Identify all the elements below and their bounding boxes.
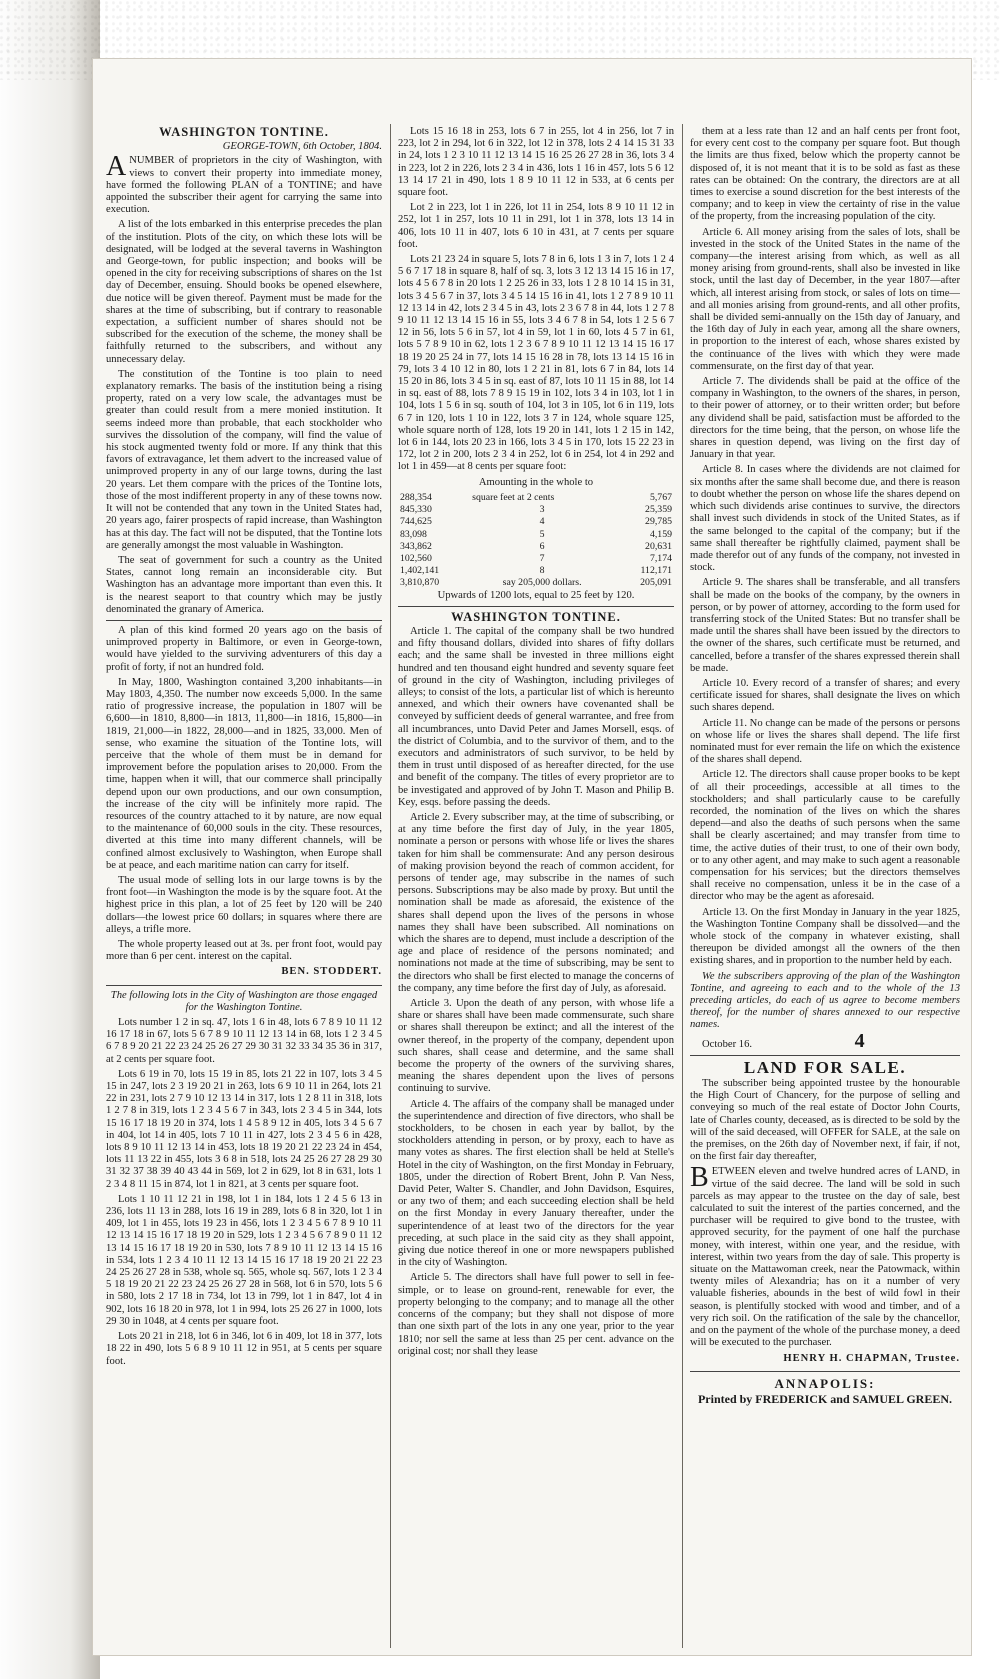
column-3 [690,126,960,1646]
lots-paragraph: Lots number 1 2 in sq. 47, lots 1 6 in 48, lots 6 7 8 9 10 11 12 16 17 18 in 67, lots 5 6 7 8 9 10 11 12 13 14 in 68, lots 1 2 3 4 5 6 7 8 9 20 21 22 23 24 25 26 27 29 30 31 32 33 34 35 36 in 317, at 2 cents per square foot. [106,1017,382,1065]
page-margin-left [0,0,100,1679]
unit-cell: 8 [539,565,545,577]
unit-cell: 7 [539,552,545,564]
divider [106,985,382,986]
dollars-cell: 25,359 [645,504,672,516]
dollars-cell: 4,159 [649,528,672,540]
sale-paragraph: BETWEEN eleven and twelve hundred acres of LAND, in virtue of the said decree. The land will be sold in such parcels as may appear to the trustee on the day of sale, best calculated to suit the interest of the parties concerned, and the purchaser will be required to give bond to the trustee, with approved security, for the payment of one half the purchase money, with interest, within one year, and the residue, with interest, within two years from the day of sale. This property is situate on the Mattawoman creek, near the Patowmack, within twenty miles of Alexandria; has on it a number of very valuable fisheries, abounds in the best of wild fowl in their season, is plentifully stocked with wood and timber, and of a very rich soil. On the ratification of the sale by the chancellor, and on the payment of the whole of the purchase money, a deed will be executed to the purchaser. [690,1162,960,1349]
article-paragraph: Article 5. The directors shall have full power to sell in fee-simple, or to lease on ground-rent, renewable for ever, the property belonging to the company; and to manage all the other concerns of the company; but they shall not dispose of more than one sixth part of the lots in any one year, prior to the year 1810; nor sell the same at less than 25 per cent. advance on the original cost; nor shall they lease [398,1272,674,1357]
unit-cell: 3 [539,504,545,516]
paragraph: A plan of this kind formed 20 years ago on the basis of unimproved property in Baltimore, or even in George-town, would have yielded to the surviving adventurers of this day a profit of forty, if not an hundred fold. [106,624,382,673]
article-paragraph: Article 1. The capital of the company shall be two hundred and fifty thousand dollars, divided into shares of fifty dollars each; and the same shall be invested in three millions eight hundred and ten thousand eight hundred and seventy square feet of ground in the city of Washington, including privileges of alleys; to consist of the lots, a particular list of which is hereunto annexed, and which their owners have covenanted shall be conveyed by sufficient deeds of general warrantee, and free from all incumbrances, unto David Peter and James Morsell, esqs. of the district of Columbia, and to the survivor of them, and to the executors and administrators of such survivor, to be held by them in trust until disposed of as hereafter directed, for the use and benefit of the company. The titles of every proprietor are to be investigated and approved of by John T. Mason and Philip B. Key, esqs. before passing the deeds. [398,625,674,808]
date-signed [690,1029,960,1052]
table-row [398,553,674,565]
feet-cell: 744,625 [400,516,432,528]
paragraph: The constitution of the Tontine is too plain to need explanatory remarks. The basis of the institution being a rising property, rated on a very low scale, the advantages must be greater than could result from a mere monied institution. It seems indeed more than probable, that each stockholder who survives the dissolution of the company, will find the value of his stock augmented twenty fold or more. If any think that this favors of extravagance, let them advert to the increased value of unimproved property in any of our large towns, during the last 20 years. Let them compare with the prices of the Tontine lots, those of the most indifferent property in any of these towns now. It will not be contended that any town in the United States had, 20 years ago, fairer prospects of rapid increase, than Washington has at this day. The fact will not be disputed, that the Tontine lots are generally amongst the most valuable in Washington. [106,368,382,551]
article-title: WASHINGTON TONTINE. [159,126,329,139]
total-feet: 3,810,870 [400,577,440,589]
article-paragraph: Article 13. On the first Monday in January in the year 1825, the Washington Tontine Company shall be dissolved—and the whole stock of the company in whatever existing, shall thereupon be divided amongst all the owners of the then existing shares, and in proportion to the number held by each. [690,906,960,967]
article-paragraph: them at a less rate than 12 and an half cents per front foot, for every cent cost to the company per square foot. But though the limits are thus fixed, below which the property cannot be disposed of, it is not meant that it is to be sold as fast as these rates can be obtained: On the contrary, the directors are at all times to exercise a sound discretion for the best interests of the company; and to keep in view the certainty of rise in the value of the property, from the increasing population of the city. [690,126,960,223]
issue-mark: 4 [854,1029,865,1052]
unit-cell: square feet at 2 cents [472,491,555,503]
feet-cell: 845,330 [400,504,432,516]
newspaper-page [92,58,972,1656]
plan-title: WASHINGTON TONTINE. [451,609,621,624]
feet-cell: 83,098 [400,528,427,540]
dateline: GEORGE-TOWN, 6th October, 1804. [222,141,382,153]
divider [106,620,382,621]
table-row [398,541,674,553]
dollars-cell: 20,631 [645,540,672,552]
lots-paragraph: Lots 21 23 24 in square 5, lots 7 8 in 6, lots 1 3 in 7, lots 1 2 4 5 6 7 17 18 in square 8, half of sq. 3, lots 3 12 13 14 15 16 in 17, lots 4 5 6 7 8 in 20 lots 1 2 25 26 in 33, lots 1 2 8 10 14 15 in 31, lots 3 4 5 6 7 in 37, lots 3 4 5 14 15 16 in 41, lots 1 2 7 8 9 10 11 12 13 14 in 42, lots 2 3 4 5 in 43, lots 2 3 6 7 8 in 44, lots 1 2 7 8 9 10 11 12 13 14 15 16 in 55, lots 3 4 6 7 8 in 54, lots 1 2 5 6 7 12 in 56, lots 5 6 in 57, lot 4 in 59, lot 1 in 60, lots 4 5 7 in 61, lots 5 7 8 9 10 in 62, lots 1 2 3 6 7 8 9 10 11 12 13 14 15 16 17 18 19 20 25 24 in 77, lots 14 15 16 28 in 78, lots 13 14 15 16 in 79, lots 3 4 10 12 in 80, lots 1 2 21 in 81, lots 6 7 in 84, lots 14 15 20 in 86, lots 3 4 5 in sq. east of 87, lots 10 11 15 in 88, lot 14 in sq. east of 88, lots 7 8 9 15 19 in 102, lots 3 4 in 103, lot 1 in 104, lots 1 5 6 in sq. south of 104, lot 3 in 105, lot 6 in 119, lots 6 7 in 120, lots 1 10 in 122, lots 3 7 in 124, whole square 125, whole square north of 128, lots 19 20 in 141, lots 1 2 15 in 142, lot 6 in 144, lots 20 23 in 166, lots 3 4 5 in 170, lots 15 22 23 in 172, lot 2 in 200, lots 2 3 4 in 252, lot 6 in 254, lot 4 in 292 and lot 1 in 459—at 8 cents per square foot: [398,254,674,473]
column-1 [106,126,382,1646]
table-row [398,529,674,541]
unit-cell: 5 [539,528,545,540]
intro-paragraph: ANUMBER of proprietors in the city of Washington, with views to convert their property into immediate money, have formed the following PLAN of a TONTINE; and have appointed the subscriber their agent for carrying the same into execution. [106,151,382,216]
column-rule-2 [682,124,683,1648]
amount-note: Upwards of 1200 lots, equal to 25 feet by 120. [437,589,635,601]
column-2 [398,126,674,1646]
feet-cell: 343,862 [400,540,432,552]
amount-table [398,492,674,590]
lots-paragraph: Lots 15 16 18 in 253, lots 6 7 in 255, lot 4 in 256, lot 7 in 223, lot 2 in 294, lot 6 in 322, lot 12 in 378, lots 2 4 14 15 31 33 in 24, lots 1 2 3 10 11 12 13 14 15 16 25 26 27 28 in 36, lots 3 4 in 223, lot 2 in 226, lots 2 3 4 in 436, lots 1 16 in 457, lots 5 6 12 13 14 17 21 in 490, lots 1 8 9 10 11 12 in 533, at 6 cents per square foot. [398,126,674,199]
article-paragraph: Article 11. No change can be made of the persons or persons on whose life or lives the shares shall depend. The life first nominated must for ever remain the life on which the existence of the shares shall depend. [690,717,960,766]
lots-paragraph: Lot 2 in 223, lot 1 in 226, lot 11 in 254, lots 8 9 10 11 12 in 252, lot 1 in 257, lots 10 11 in 291, lot 1 in 378, lots 13 14 in 406, lots 10 11 in 407, lots 6 10 in 431, at 7 cents per square foot. [398,202,674,250]
total-say: say 205,000 dollars. [502,577,582,589]
unit-cell: 4 [539,516,545,528]
table-row [398,504,674,516]
divider [690,1055,960,1056]
feet-cell: 102,560 [400,552,432,564]
lots-paragraph: Lots 6 19 in 70, lots 15 19 in 85, lots 21 22 in 107, lots 3 4 5 15 in 247, lots 2 3 19 20 21 in 263, lots 6 9 10 11 in 264, lots 21 22 in 231, lots 2 7 9 10 12 13 14 in 317, lots 1 2 8 11 in 318, lots 1 2 7 8 in 319, lots 1 2 3 4 5 6 7 in 343, lots 2 3 4 5 in 344, lots 15 16 17 18 19 20 in 374, lots 1 4 5 8 9 12 in 405, lots 3 4 5 6 7 in 404, lot 14 in 405, lots 7 10 11 in 427, lots 2 3 4 5 6 in 428, lots 8 9 10 11 12 13 14 in 453, lots 18 19 20 21 22 23 24 in 454, lots 11 13 22 in 455, lots 3 6 8 in 518, lots 24 25 26 27 28 29 30 31 32 37 38 39 40 43 44 in 569, lot 2 in 629, lot 8 in 631, lots 1 2 3 4 8 11 15 in 874, lot 1 in 821, at 3 cents per square foot. [106,1068,382,1190]
dollars-cell: 112,171 [640,565,672,577]
subscriber-agreement: We the subscribers approving of the plan of the Washington Tontine, and agreeing to each and to the whole of the 13 preceding articles, do each of us agree to become members thereof, for the number of shares annexed to our respective names. [690,970,960,1031]
divider [690,1371,960,1372]
paragraph: The whole property leased out at 3s. per front foot, would pay more than 6 per cent. interest on the capital. [106,939,382,963]
lots-paragraph: Lots 20 21 in 218, lot 6 in 346, lot 6 in 409, lot 18 in 377, lots 18 22 in 490, lots 5 6 8 9 10 11 12 in 951, at 5 cents per square foot. [106,1331,382,1367]
article-paragraph: Article 12. The directors shall cause proper books to be kept of all their proceedings, accessible at all times to the stockholders; and shall particularly cause to be carefully recorded, the nomination of the lives on which the shares depend—and also the deaths of such persons when the same shall be clearly ascertained; and may transfer from time to time, the active duties of their trust, to one of their own body, or to any other agent, and may make to such agent a reasonable compensation for his services; but the directors themselves shall receive no compensation, unless it be in the case of a director who may be the agent as aforesaid. [690,769,960,903]
signature: BEN. STODDERT. [281,966,382,978]
sale-title: LAND FOR SALE. [743,1057,907,1077]
paragraph: A list of the lots embarked in this enterprise precedes the plan of the institution. Plots of the city, on which these lots will be designated, will be lodged at the several taverns in Washington and George-town, for public inspection; and books will be opened in the city for receiving subscriptions of shares on the 1st day of December, ensuing. Should books be opened elsewhere, due notice will be given thereof. Payment must be made for the shares at the time of subscribing, but if contrary to reasonable expectation, a sufficient number of shares should not be subscribed for the execution of the scheme, the money shall be faithfully returned to the subscribers, and without any unnecessary delay. [106,219,382,365]
paragraph: In May, 1800, Washington contained 3,200 inhabitants—in May 1803, 4,350. The number now exceeds 5,000. In the same ratio of progressive increase, the population in 1807 will be 6,600—in 1810, 8,800—in 1813, 11,800—in 1816, 15,800—in 1819, 21,000—in 1822, 28,000—and in 1825, 33,000. Men of sense, who examine the situation of the Tontine lots, will perceive that the whole of them must be in demand for improvement before the population arises to 20,000. From the time, happen when it will, that our commerce shall principally depend upon our own productions, and our own consumption, the increase of the city will be infinitely more rapid. The resources of the country attached to it by nature, are now equal to the maintenance of 60,000 souls in the city. These resources, diverted at this time into many different channels, will be confined almost exclusively to Washington, when Europe shall be at peace, and each maritime nation can carry for itself. [106,676,382,871]
table-row [398,565,674,577]
table-row [398,492,674,504]
sale-paragraph: The subscriber being appointed trustee by the honourable the High Court of Chancery, for the purpose of selling and conveying so much of the real estate of Doctor John Courts, late of Charles county, deceased, as is directed to be sold by the will of the said deceased, will OFFER for SALE, at the sale on the premises, on the 26th day of November next, if fair, if not, on the first fair day thereafter, [690,1078,960,1163]
article-paragraph: Article 7. The dividends shall be paid at the office of the company in Washington, to the owners of the shares, in person, to their power of attorney, or to their written order; but before any dividend shall be paid, satisfaction must be afforded to the directors for the time being, that the person, on whose life the shares in question depend, was living on the first day of January in that year. [690,376,960,461]
dollars-cell: 7,174 [649,552,672,564]
table-row [398,516,674,528]
unit-cell: 6 [539,540,545,552]
dollars-cell: 5,767 [649,491,672,503]
article-paragraph: Article 2. Every subscriber may, at the time of subscribing, or at any time before the first day of July, in the year 1805, nominate a person or persons with whose life or lives the shares taken for him shall be commensurate: And any person desirous of making provision beyond the reach of common accident, for persons of tender age, may subscribe in the names of such persons. Subscriptions may be also made by proxy. But until the nomination shall be made as aforesaid, the existence of the shares shall depend upon the lives of the persons in whose names they shall have been subscribed. All nominations on which the shares are to depend, must include a description of the age and place of residence of the persons nominated; and nominations not made at the time of subscribing, may be sent to the directors who shall be first elected to manage the concerns of the company, any time before the first day of July, as aforesaid. [398,811,674,994]
article-paragraph: Article 10. Every record of a transfer of shares; and every certificate issued for shares, shall designate the lives on which such shares depend. [690,677,960,714]
total-dollars: 205,091 [640,577,672,589]
feet-cell: 1,402,141 [400,565,440,577]
article-paragraph: Article 9. The shares shall be transferable, and all transfers shall be made on the books of the company, by the owners in person, or by power of attorney, according to the form used for transferring stock of the United States: But no transfer shall be made until the shares shall have been issued by the directors to the owner of the shares, such certificate must be returned, and cancelled, before a transfer of the shares expressed therein shall be made. [690,577,960,674]
imprint-city: ANNAPOLIS: [774,1375,876,1391]
article-paragraph: Article 8. In cases where the dividends are not claimed for six months after the same shall become due, and there is reason to doubt whether the person on whose life the shares depend on which such dividends arise continues to survive, the directors shall invest such dividends in stock of the United States, as if the same belonged to the capital of the company; but if the same shall thereafter be rightfully claimed, payment shall be made therefor out of any funds of the company, not invested in stock. [690,464,960,574]
article-paragraph: Article 6. All money arising from the sales of lots, shall be invested in the stock of the United States in the name of the company—the interest arising from which, as well as all money arising from ground-rents, shall also be invested in like stock, until the last day of December, in the year 1807—after which, all interest arising from stock, or sales of lots on time—and all monies arising from ground-rents, and all other profits, shall be divided semi-annually on the 15th day of January, and the 16th day of July in each year, among all the share owners, in proportion to the interest of each, whose shares existed by the continuance of the lives with which they were made commensurate, on the first day of that year. [690,226,960,372]
imprint-line: Printed by FREDERICK and SAMUEL GREEN. [697,1391,953,1406]
article-paragraph: Article 3. Upon the death of any person, with whose life a share or shares shall have been made commensurate, such share or shares shall thereupon be extinct; and all the interest of the owner thereof, in the property of the company, dependent upon such shares, shall cease and determine, and the same shall become the property of the owners of the surviving shares, meaning the shares dependent upon the lives of persons continuing to survive. [398,998,674,1095]
paragraph: The seat of government for such a country as the United States, cannot long remain an inconsiderable city. But Washington has an advantage more important than even this. It is the nearest seaport to that country which may be justly denominated the granary of America. [106,554,382,615]
column-rule-1 [390,124,391,1648]
feet-cell: 288,354 [400,491,432,503]
article-paragraph: Article 4. The affairs of the company shall be managed under the superintendence and direction of five directors, who shall be stockholders, to be chosen in each year by ballot, by the stockholders attending in person, or by proxy, each to have as many votes as shares. The first election shall be held at Stelle's Hotel in the city of Washington, on the first Monday in February, 1805, under the direction of Robert Brent, John P. Van Ness, David Peter, Walter S. Chandler, and John Davidson, Esquires, or any two of them; and each succeeding election shall be held on the first Monday in every January thereafter, under the superintendence of at least two of the directors for the year preceding, at such place in the said city as they shall appoint, giving due notice thereof in one or more newspapers published in the city of Washington. [398,1098,674,1269]
sale-signature: HENRY H. CHAPMAN, Trustee. [783,1352,960,1364]
dollars-cell: 29,785 [645,516,672,528]
table-total-row [398,577,674,589]
paragraph: The usual mode of selling lots in our large towns is by the front foot—in Washington the mode is by the square foot. At the highest price in this plan, a lot of 25 feet by 120 will be 240 dollars—the lowest price 60 dollars; in squares where there are alleys, a trifle more. [106,874,382,935]
lots-heading: The following lots in the City of Washington are those engaged for the Washington Tontine. [110,989,378,1013]
divider [398,606,674,607]
lots-paragraph: Lots 1 10 11 12 21 in 198, lot 1 in 184, lots 1 2 4 5 6 13 in 236, lots 11 13 in 288, lots 16 19 in 289, lots 6 8 in 320, lot 1 in 409, lot 1 in 455, lots 19 23 in 456, lots 1 2 3 4 5 6 7 8 9 10 11 12 13 14 15 16 17 18 19 20 in 529, lots 1 2 3 4 5 6 7 8 9 0 11 12 13 14 15 16 17 18 19 20 in 530, lots 7 8 9 10 11 12 13 14 15 16 in 534, lots 1 2 3 4 10 11 12 13 14 15 16 17 18 19 20 21 22 23 24 25 26 27 28 in 538, whole sq. 565, whole sq. 567, lots 1 2 3 4 5 18 19 20 21 22 23 24 25 26 27 28 in 568, lot 6 in 570, lots 5 6 in 580, lots 2 17 18 in 734, lot 13 in 799, lot 1 in 847, lot 4 in 902, lots 16 18 20 in 978, lot 1 in 994, lots 25 26 27 in 1000, lots 29 30 in 1048, at 4 cents per square foot. [106,1193,382,1327]
amount-heading: Amounting in the whole to [478,476,594,488]
date-signed-text: October 16. [702,1038,753,1050]
